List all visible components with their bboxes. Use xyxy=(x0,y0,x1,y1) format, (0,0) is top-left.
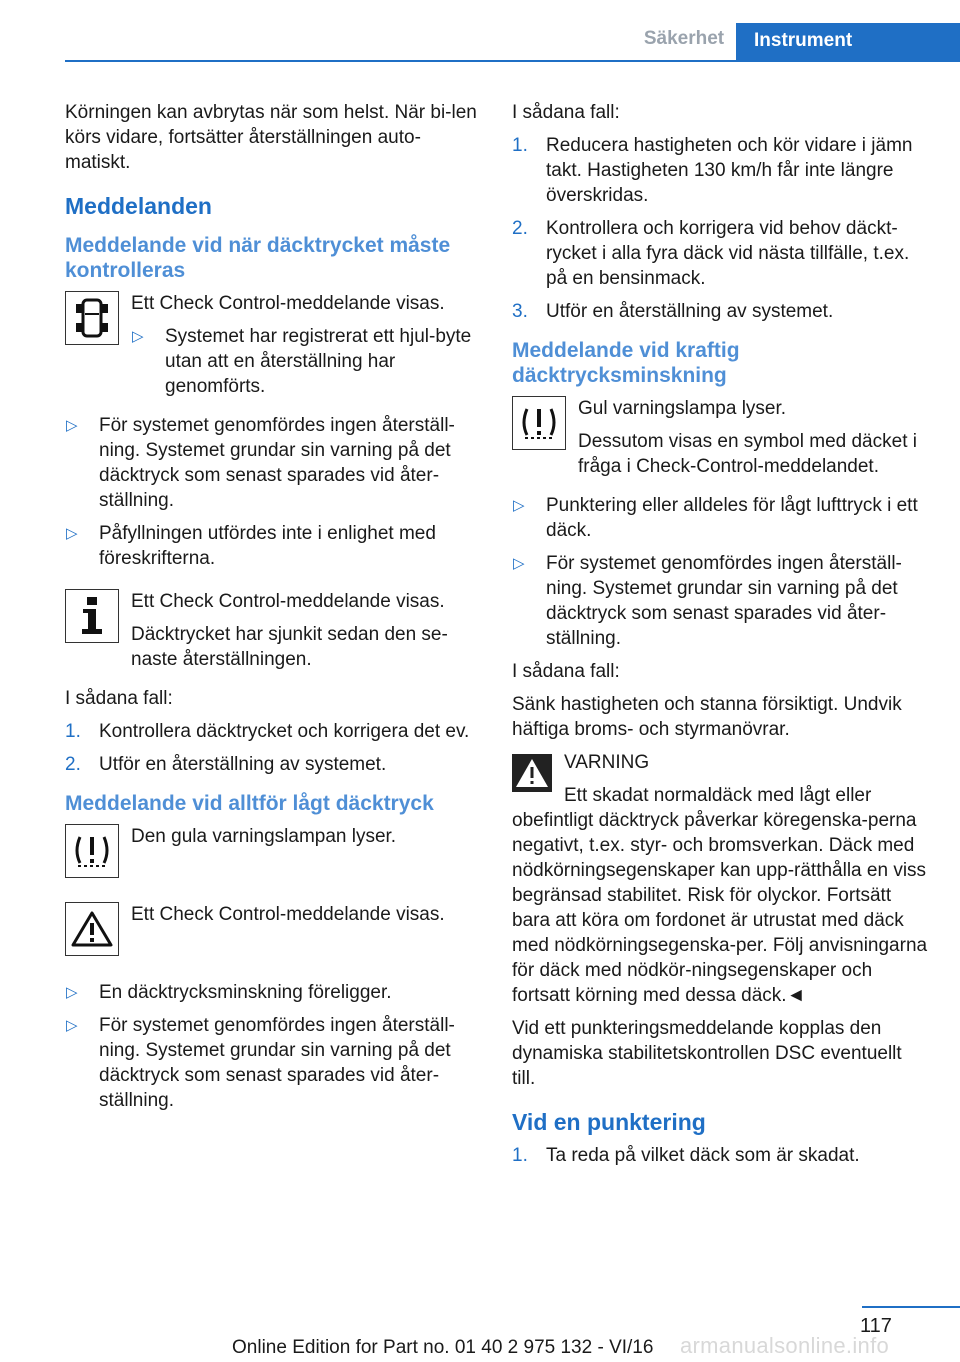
dsc-text: Vid ett punkteringsmeddelande kopplas den dynamiska stabilitetskontrollen DSC eventuellt till. xyxy=(512,1018,902,1089)
heading-puncture: Vid en punktering xyxy=(512,1109,706,1135)
bullets-right xyxy=(512,493,928,651)
info-icon xyxy=(65,589,119,643)
list-item: ▷ Systemet har registrerat ett hjul-byte utan att en återställning har genomförts. xyxy=(131,324,477,399)
in-such-case: I sådana fall: xyxy=(65,688,173,709)
block3-text: Den gula varningslampan lyser. xyxy=(131,826,397,847)
tab-sakerhet: Säkerhet xyxy=(643,28,725,49)
list-item: ▷ En däcktrycksminskning föreligger. xyxy=(65,980,477,1005)
tire-pressure-warning-icon xyxy=(65,824,119,878)
block2-text1: Ett Check Control-meddelande visas. xyxy=(131,591,445,612)
warning-triangle-icon xyxy=(65,902,119,956)
list-item: 1. Ta reda på vilket däck som är skadat. xyxy=(512,1145,860,1166)
strong-text2: Dessutom visas en symbol med däcket i fråga i Check-Control-meddelandet. xyxy=(578,431,917,477)
yellow-lamp-block xyxy=(65,824,477,880)
block1-text: Ett Check Control-meddelande visas. xyxy=(131,293,445,314)
in-such-case-2: I sådana fall: xyxy=(512,661,620,682)
list-item: 2. Utför en återställning av systemet. xyxy=(65,754,387,775)
tire-pressure-warning-icon xyxy=(512,396,566,450)
bullets-b xyxy=(65,980,477,1113)
list-item: ▷ Påfyllningen utfördes inte i enlighet med föreskrifterna. xyxy=(65,521,477,571)
list-item: 2. Kontrollera och korrigera vid behov däckt-rycket i alla fyra däck vid nästa tillfälle, t.ex. på en bensinmack. xyxy=(512,218,910,289)
block4-text: Ett Check Control-meddelande visas. xyxy=(131,904,445,925)
info-block xyxy=(65,589,477,672)
list-item: 1. Reducera hastigheten och kör vidare i jämn takt. Hastigheten 130 km/h får inte längre överskridas. xyxy=(512,135,913,206)
heading-too-low: Meddelande vid alltför lågt däcktryck xyxy=(65,792,434,815)
left-column xyxy=(65,100,477,1121)
list-item: ▷ För systemet genomfördes ingen återställ-ning. Systemet grundar sin varning på det däcktryck som senast sparades vid åter-ställning. xyxy=(65,413,477,513)
list-item: 1. Kontrollera däcktrycket och korrigera det ev. xyxy=(65,721,470,742)
warning-icon xyxy=(512,754,552,792)
steps-right xyxy=(512,133,928,324)
list-item: ▷ För systemet genomfördes ingen återställ-ning. Systemet grundar sin varning på det däcktryck som senast sparades vid åter-ställning. xyxy=(65,1013,477,1113)
block1-bullets xyxy=(131,324,477,399)
list-item: ▷ För systemet genomfördes ingen återställ-ning. Systemet grundar sin varning på det däcktryck som senast sparades vid åter-ställning. xyxy=(512,551,928,651)
strong-drop-block xyxy=(512,396,928,479)
car-tires-icon xyxy=(65,291,119,345)
intro-paragraph: Körningen kan avbrytas när som helst. När bi-len körs vidare, fortsätter återställningen auto-matiskt. xyxy=(65,102,477,173)
footer-rule xyxy=(862,1306,960,1308)
header-rule xyxy=(65,60,960,62)
page-number: 117 xyxy=(860,1315,892,1337)
bullets-a xyxy=(65,413,477,571)
edition-text: Online Edition for Part no. 01 40 2 975 132 - VI/16 xyxy=(232,1337,654,1358)
in-such-case: I sådana fall: xyxy=(512,102,620,123)
block2-text2: Däcktrycket har sjunkit sedan den se-naste återställningen. xyxy=(131,624,448,670)
list-item: ▷ Punktering eller alldeles för lågt lufttryck i ett däck. xyxy=(512,493,928,543)
tire-reset-block xyxy=(65,291,477,399)
heading-check-pressure: Meddelande vid när däcktrycket måste kontrolleras xyxy=(65,234,451,282)
advice-text: Sänk hastigheten och stanna försiktigt. Undvik häftiga broms- och styrmanövrar. xyxy=(512,694,902,740)
right-column xyxy=(512,100,928,1176)
heading-strong-drop: Meddelande vid kraftig däcktrycksminskning xyxy=(512,339,740,387)
steps-left xyxy=(65,719,477,777)
warning-box xyxy=(512,750,928,1008)
watermark: armanualsonline.info xyxy=(680,1333,890,1358)
warning-triangle-block xyxy=(65,902,477,958)
list-item: 3. Utför en återställning av systemet. xyxy=(512,301,834,322)
warning-text: Ett skadat normaldäck med lågt eller obefintligt däcktryck påverkar köregenska-perna negativt, t.ex. styr- och bromsverkan. Däck med nödkörningsegenskaper kan upp-rätthålla en viss begränsad stabilitet. Risk för olyckor. Fortsätt bara att köra om fordonet är utrustat med däck med nödkörningsegenska-per. Följ anvisningarna för däck med nödkör-ningsegenskaper och fortsatt körning med dessa däck.◄ xyxy=(512,785,928,1006)
tab-instrument: Instrument xyxy=(736,23,960,62)
warning-title: VARNING xyxy=(564,752,650,773)
heading-meddelanden: Meddelanden xyxy=(65,193,212,219)
steps-puncture xyxy=(512,1143,928,1168)
strong-text1: Gul varningslampa lyser. xyxy=(578,398,787,419)
